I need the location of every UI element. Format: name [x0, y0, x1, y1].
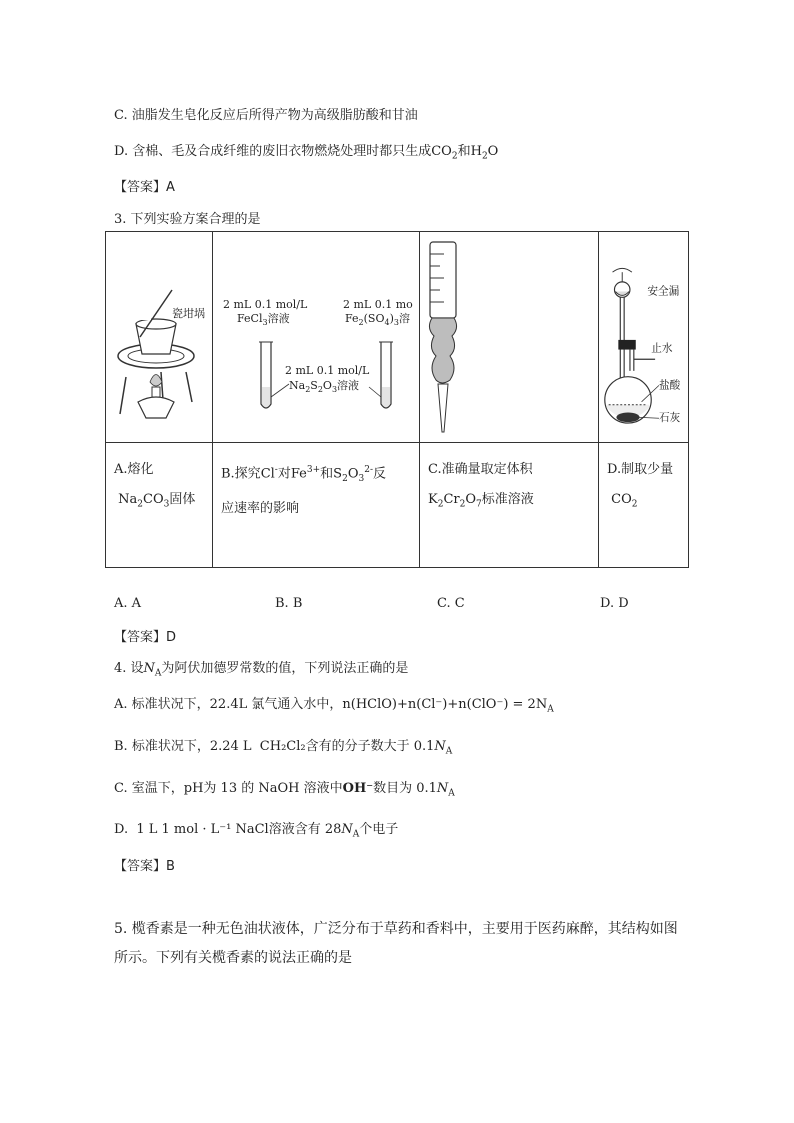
tube1-conc-label: 2 mL 0.1 mol/L [223, 298, 308, 311]
tube1-solution-label: FeCl$_3$溶液 [237, 312, 290, 327]
thiosulfate-solution-label: $Na_2S_2O_3$溶液 [289, 379, 360, 394]
caption-d: D.制取少量 $CO_2$ [599, 443, 689, 568]
figure-b-cell [213, 232, 420, 443]
option-a: A. A [114, 596, 142, 611]
answer-q3: 【答案】D [114, 630, 177, 645]
question-4-stem: 4. 设$N_A$为阿伏加德罗常数的值，下列说法正确的是 [114, 661, 409, 679]
answer-q4: 【答案】B [114, 859, 175, 874]
crucible-label: 瓷坩埚 [172, 307, 205, 320]
safety-funnel-label: 安全漏 [647, 284, 680, 298]
caption-b: B.探究Cl-对$Fe^{3+}$和$S_2O_3^{2-}$反 应速率的影响 [213, 443, 420, 568]
option-4c: C. 室温下，pH为 13 的 NaOH 溶液中OH⁻数目为 $0.1N_A$ [114, 781, 455, 799]
stop-clip-label: 止水 [651, 341, 673, 355]
crucible-heating-figure [106, 232, 212, 442]
burette-figure [420, 232, 598, 442]
caption-a: A.熔化 $Na_2CO_3$固体 [106, 443, 213, 568]
gas-generator-figure [599, 232, 688, 442]
option-c: C. C [437, 596, 465, 611]
figure-d-cell [599, 232, 689, 443]
test-tubes-figure [213, 232, 419, 442]
question-5-line1: 5. 榄香素是一种无色油状液体，广泛分布于草药和香料中，主要用于医药麻醉，其结构如图 [114, 921, 678, 937]
answer-q2: 【答案】A [114, 180, 175, 195]
option-d-text: D. 含棉、毛及合成纤维的废旧衣物燃烧处理时都只生成$CO_2$和$H_2O$ [114, 144, 499, 162]
caption-c: C.准确量取定体积 $K_2Cr_2O_7$标准溶液 [420, 443, 599, 568]
figure-a-cell [106, 232, 213, 443]
question-5-line2: 所示。下列有关榄香素的说法正确的是 [114, 950, 352, 966]
option-4d: D. 1 L 1 mol · L⁻¹ NaCl溶液含有 $28N_A$个电子 [114, 822, 399, 840]
question-3-stem: 3. 下列实验方案合理的是 [114, 212, 261, 227]
option-d: D. D [600, 596, 629, 611]
limestone-label: 石灰 [658, 411, 681, 425]
option-b: B. B [275, 596, 303, 611]
tube2-solution-label: $Fe_2(SO_4)_3$溶 [345, 312, 410, 327]
tube2-conc-label: 2 mL 0.1 mo [343, 298, 413, 311]
option-4a: A. 标准状况下，22.4L 氯气通入水中，n(HClO)+n(Cl⁻)+n(ClO⁻) = $2N_A$ [114, 697, 554, 715]
experiment-table [105, 231, 689, 568]
option-4b: B. 标准状况下，2.24 L CH₂Cl₂含有的分子数大于 $0.1N_A$ [114, 739, 453, 757]
option-c-text: C. 油脂发生皂化反应后所得产物为高级脂肪酸和甘油 [114, 108, 418, 123]
thiosulfate-conc-label: 2 mL 0.1 mol/L [285, 364, 370, 377]
hydrochloric-acid-label: 盐酸 [658, 378, 681, 392]
figure-c-cell [420, 232, 599, 443]
